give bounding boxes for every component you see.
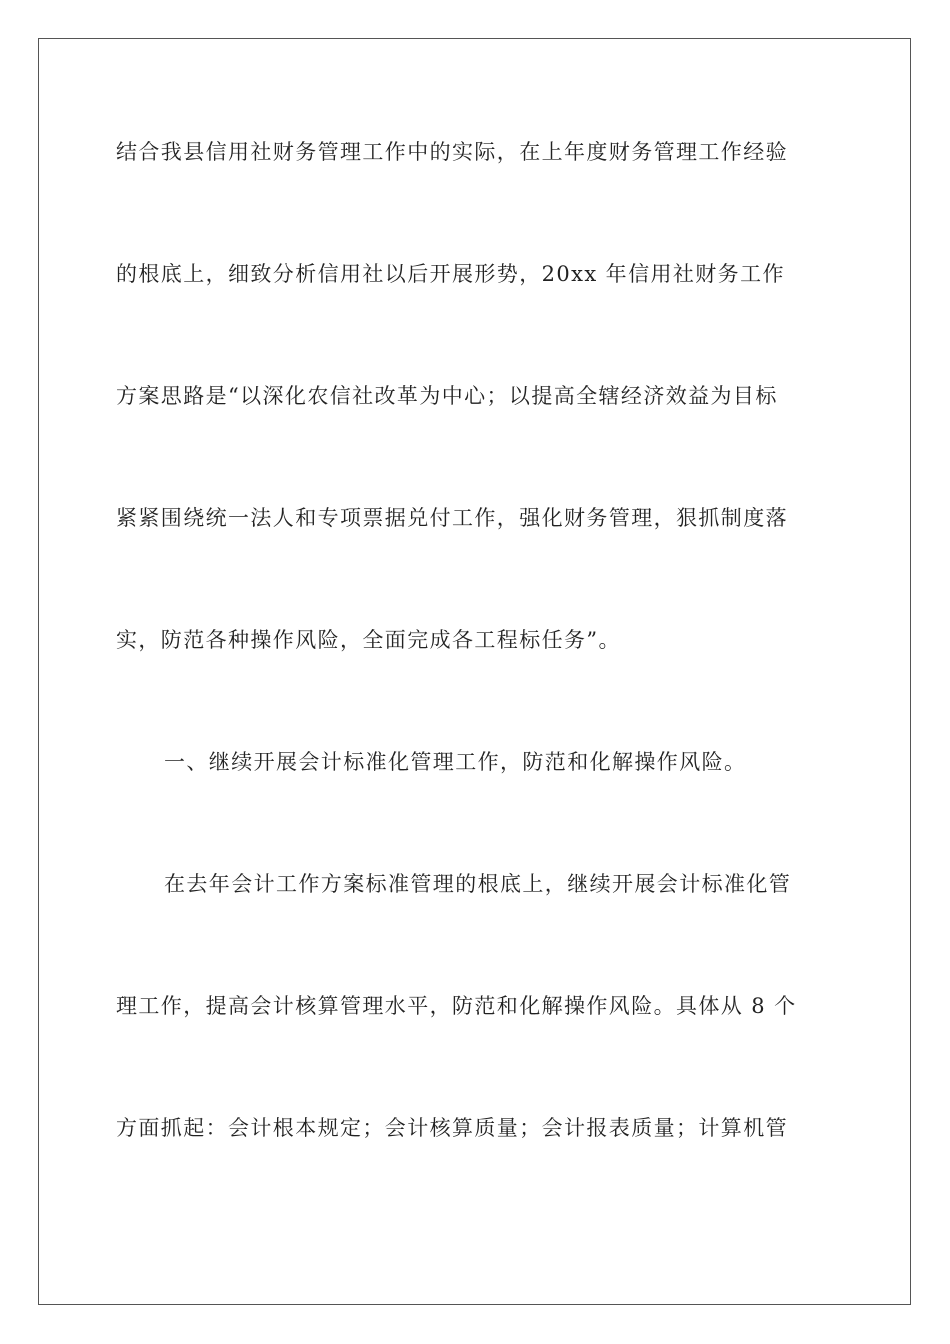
paragraph-line: 紧紧围绕统一法人和专项票据兑付工作，强化财务管理，狠抓制度落 <box>116 506 788 530</box>
paragraph-line: 理工作，提高会计核算管理水平，防范和化解操作风险。具体从 8 个 <box>116 994 797 1018</box>
paragraph-line: 方面抓起：会计根本规定；会计核算质量；会计报表质量；计算机管 <box>116 1116 788 1140</box>
paragraph-line: 方案思路是“以深化农信社改革为中心；以提高全辖经济效益为目标 <box>116 384 778 408</box>
paragraph-line: 的根底上，细致分析信用社以后开展形势，20xx 年信用社财务工作 <box>116 262 785 286</box>
paragraph-line: 实，防范各种操作风险，全面完成各工程标任务”。 <box>116 628 621 652</box>
paragraph-line: 在去年会计工作方案标准管理的根底上，继续开展会计标准化管 <box>164 872 792 896</box>
paragraph-line: 结合我县信用社财务管理工作中的实际，在上年度财务管理工作经验 <box>116 140 788 164</box>
section-heading: 一、继续开展会计标准化管理工作，防范和化解操作风险。 <box>164 750 747 774</box>
